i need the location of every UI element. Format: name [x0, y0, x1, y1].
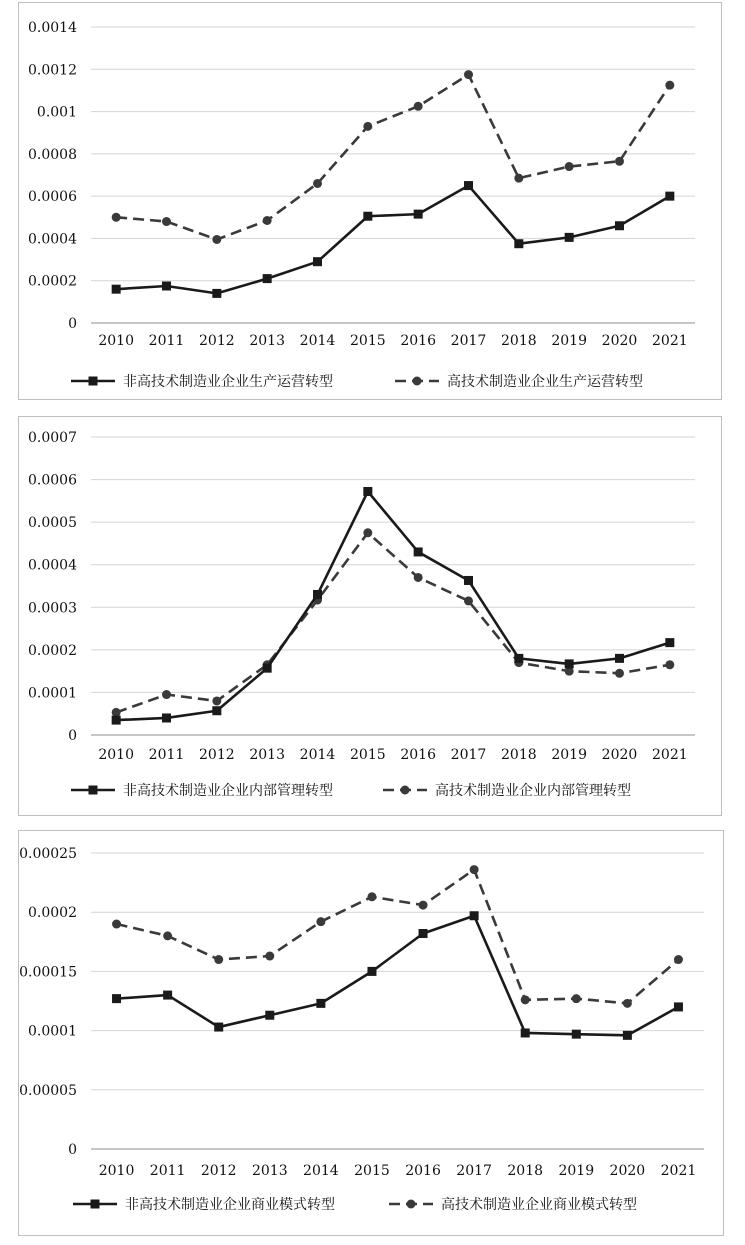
data-point — [470, 911, 479, 920]
y-tick-label: 0.0005 — [28, 515, 77, 532]
x-tick-label: 2016 — [400, 747, 436, 763]
legend-label: 高技术制造业企业生产运营转型 — [447, 374, 643, 390]
y-tick-label: 0.0002 — [28, 273, 77, 290]
data-point — [665, 638, 674, 647]
data-point — [572, 994, 581, 1003]
y-tick-label: 0.0014 — [28, 20, 77, 36]
chart-internal-management — [19, 417, 721, 815]
data-point — [313, 590, 322, 599]
x-tick-label: 2019 — [551, 747, 587, 763]
data-point — [464, 576, 473, 585]
data-point — [565, 233, 574, 242]
data-point — [162, 713, 171, 722]
y-tick-label: 0.0004 — [28, 557, 77, 574]
data-point — [363, 528, 372, 537]
data-point — [212, 706, 221, 715]
chart-panel-production — [18, 2, 722, 400]
y-tick-label: 0.0007 — [28, 430, 77, 446]
data-point — [112, 708, 121, 717]
x-tick-label: 2015 — [354, 1163, 390, 1179]
y-tick-label: 0.00025 — [19, 846, 77, 862]
data-point — [665, 192, 674, 201]
data-point — [414, 210, 423, 219]
x-tick-label: 2010 — [98, 1163, 135, 1179]
data-point — [316, 917, 325, 926]
data-point — [265, 1011, 274, 1020]
data-point — [615, 221, 624, 230]
data-point — [464, 70, 473, 79]
data-point — [214, 1023, 223, 1032]
x-tick-label: 2018 — [501, 747, 537, 763]
legend-label: 非高技术制造业企业商业模式转型 — [125, 1197, 335, 1213]
data-point — [464, 181, 473, 190]
data-point — [163, 991, 172, 1000]
data-point — [162, 690, 171, 699]
data-point — [419, 929, 428, 938]
x-tick-label: 2021 — [652, 333, 688, 349]
data-point — [565, 162, 574, 171]
chart-panel-management — [18, 416, 722, 816]
data-point — [363, 487, 372, 496]
x-tick-label: 2017 — [450, 333, 487, 349]
legend-label: 高技术制造业企业内部管理转型 — [435, 783, 631, 799]
y-tick-label: 0.0006 — [28, 472, 77, 489]
y-tick-label: 0 — [68, 728, 77, 744]
x-tick-label: 2021 — [660, 1163, 697, 1179]
legend-marker — [91, 1200, 100, 1209]
x-tick-label: 2018 — [507, 1163, 544, 1179]
data-point — [615, 669, 624, 678]
data-point — [212, 289, 221, 298]
y-tick-label: 0.0012 — [28, 62, 77, 79]
data-point — [263, 664, 272, 673]
data-point — [414, 102, 423, 111]
data-point — [414, 547, 423, 556]
x-tick-label: 2011 — [149, 1163, 186, 1179]
data-point — [263, 274, 272, 283]
x-tick-label: 2011 — [148, 747, 185, 763]
y-tick-label: 0.0004 — [28, 231, 77, 248]
y-tick-label: 0.00005 — [19, 1082, 77, 1099]
x-tick-label: 2014 — [299, 747, 336, 763]
x-tick-label: 2014 — [303, 1163, 339, 1179]
data-point — [212, 235, 221, 244]
y-tick-label: 0.001 — [36, 104, 77, 121]
data-point — [265, 952, 274, 961]
x-tick-label: 2020 — [601, 747, 638, 763]
data-point — [363, 122, 372, 131]
y-tick-label: 0.0001 — [28, 1023, 77, 1040]
data-point — [313, 179, 322, 188]
chart-business-model — [19, 831, 723, 1235]
data-point — [623, 1031, 632, 1040]
x-tick-label: 2013 — [251, 1163, 288, 1179]
legend-label: 高技术制造业企业商业模式转型 — [441, 1197, 637, 1213]
y-tick-label: 0 — [68, 1142, 77, 1158]
x-tick-label: 2014 — [299, 333, 336, 349]
x-tick-label: 2015 — [350, 333, 386, 349]
data-point — [214, 955, 223, 964]
x-tick-label: 2019 — [551, 333, 587, 349]
x-tick-label: 2021 — [652, 747, 688, 763]
x-tick-label: 2020 — [609, 1163, 646, 1179]
y-tick-label: 0 — [68, 316, 77, 332]
legend-marker — [407, 1200, 416, 1209]
legend-label: 非高技术制造业企业内部管理转型 — [123, 783, 333, 799]
data-point — [514, 239, 523, 248]
data-point — [212, 696, 221, 705]
y-tick-label: 0.0003 — [28, 600, 77, 617]
legend-marker — [89, 377, 98, 386]
series-line — [117, 870, 679, 1004]
series-line — [116, 186, 670, 294]
data-point — [615, 654, 624, 663]
legend-label: 非高技术制造业企业生产运营转型 — [123, 374, 333, 390]
data-point — [112, 920, 121, 929]
data-point — [565, 659, 574, 668]
data-point — [163, 931, 172, 940]
data-point — [521, 1028, 530, 1037]
data-point — [623, 999, 632, 1008]
series-line — [116, 533, 670, 713]
x-tick-label: 2019 — [558, 1163, 595, 1179]
data-point — [572, 1030, 581, 1039]
data-point — [263, 216, 272, 225]
x-tick-label: 2011 — [148, 333, 185, 349]
legend-marker — [401, 786, 410, 795]
legend-marker — [413, 377, 422, 386]
data-point — [112, 285, 121, 294]
y-tick-label: 0.0002 — [28, 905, 77, 922]
data-point — [615, 157, 624, 166]
data-point — [464, 596, 473, 605]
series-line — [117, 916, 679, 1036]
y-tick-label: 0.0001 — [28, 685, 77, 702]
data-point — [470, 865, 479, 874]
x-tick-label: 2017 — [456, 1163, 492, 1179]
legend-marker — [89, 786, 98, 795]
data-point — [674, 955, 683, 964]
data-point — [316, 999, 325, 1008]
x-tick-label: 2010 — [98, 747, 134, 763]
chart-production-operation — [19, 3, 721, 399]
y-tick-label: 0.00015 — [19, 964, 77, 981]
data-point — [313, 257, 322, 266]
x-tick-label: 2012 — [199, 333, 235, 349]
x-tick-label: 2013 — [249, 747, 285, 763]
data-point — [674, 1002, 683, 1011]
data-point — [414, 573, 423, 582]
data-point — [112, 213, 121, 222]
x-tick-label: 2016 — [400, 333, 436, 349]
data-point — [514, 174, 523, 183]
x-tick-label: 2012 — [200, 1163, 237, 1179]
x-tick-label: 2015 — [350, 747, 386, 763]
data-point — [514, 654, 523, 663]
x-tick-label: 2020 — [601, 333, 638, 349]
x-tick-label: 2010 — [98, 333, 134, 349]
data-point — [367, 967, 376, 976]
data-point — [162, 217, 171, 226]
y-tick-label: 0.0002 — [28, 642, 77, 659]
x-tick-label: 2013 — [249, 333, 285, 349]
x-tick-label: 2017 — [450, 747, 487, 763]
data-point — [521, 995, 530, 1004]
y-tick-label: 0.0006 — [28, 189, 77, 206]
series-line — [116, 491, 670, 720]
y-tick-label: 0.0008 — [28, 146, 77, 163]
data-point — [419, 901, 428, 910]
data-point — [665, 660, 674, 669]
x-tick-label: 2018 — [501, 333, 537, 349]
data-point — [112, 994, 121, 1003]
data-point — [112, 716, 121, 725]
x-tick-label: 2016 — [405, 1163, 441, 1179]
x-tick-label: 2012 — [199, 747, 235, 763]
data-point — [363, 212, 372, 221]
chart-panel-business-model — [18, 830, 724, 1236]
data-point — [665, 81, 674, 90]
data-point — [367, 892, 376, 901]
data-point — [162, 282, 171, 291]
